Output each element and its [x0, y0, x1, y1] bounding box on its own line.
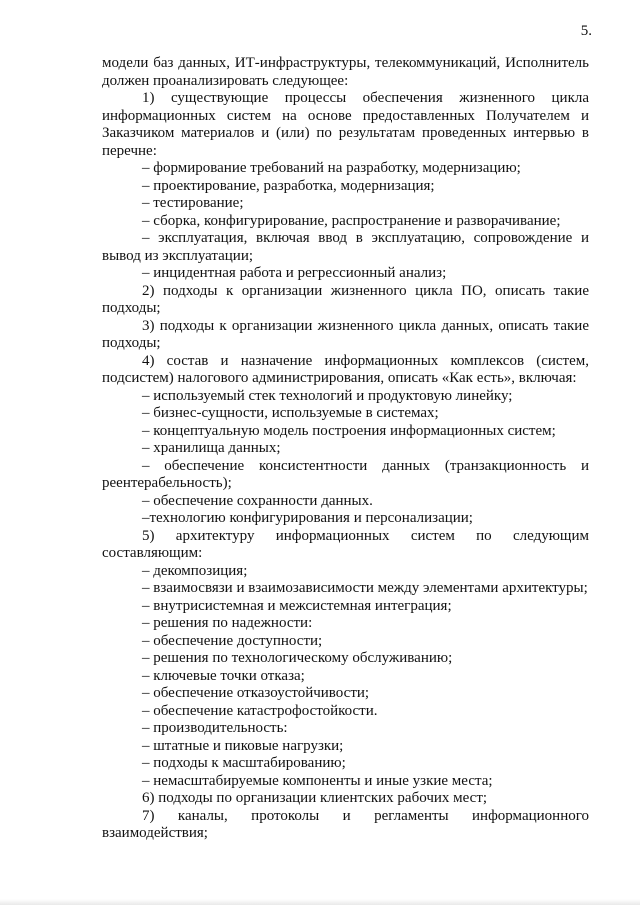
paragraph: – обеспечение отказоустойчивости;: [142, 685, 370, 701]
paragraph: –технологию конфигурирования и персонализации;: [142, 510, 473, 526]
paragraph: – декомпозиция;: [142, 562, 248, 579]
paragraph: – хранилища данных;: [142, 440, 281, 456]
paragraph: – обеспечение сохранности данных.: [142, 492, 373, 509]
paragraph: – бизнес-сущности, используемые в системах;: [142, 405, 439, 421]
paragraph: – тестирование;: [142, 195, 244, 211]
document-body: [102, 55, 589, 843]
paragraph: – сборка, конфигурирование, распространение и разворачивание;: [142, 212, 561, 229]
paragraph: 4) состав и назначение информационных комплексов (систем, подсистем) налогового администрирования, описать «Как есть», включая:: [102, 352, 589, 386]
paragraph: – подходы к масштабированию;: [142, 755, 346, 771]
paragraph: – немасштабируемые компоненты и иные узкие места;: [142, 772, 493, 789]
paragraph: – обеспечение катастрофостойкости.: [142, 702, 378, 719]
paragraph: 7) каналы, протоколы и регламенты информационного взаимодействия;: [102, 807, 589, 841]
paragraph: 5) архитектуру информационных систем по следующим составляющим:: [102, 527, 589, 561]
paragraph: – формирование требований на разработку, модернизацию;: [142, 160, 521, 176]
paragraph: 6) подходы по организации клиентских рабочих мест;: [142, 790, 488, 806]
paragraph: – внутрисистемная и межсистемная интеграция;: [142, 597, 452, 614]
paragraph: – взаимосвязи и взаимозависимости между элементами архитектуры;: [142, 580, 588, 596]
paragraph: модели баз данных, ИТ-инфраструктуры, телекоммуникаций, Исполнитель должен проанализировать следующее:: [102, 55, 589, 89]
paragraph: 3) подходы к организации жизненного цикла данных, описать такие подходы;: [102, 317, 589, 351]
paragraph: 1) существующие процессы обеспечения жизненного цикла информационных систем на основе предоставленных Получателем и Заказчиком материалов и (или) по результатам проведенных интервью в перечне:: [102, 90, 589, 159]
paragraph: – производительность:: [142, 720, 288, 736]
paragraph: – проектирование, разработка, модернизация;: [142, 177, 435, 194]
paragraph: – решения по надежности:: [142, 615, 313, 631]
paragraph: – концептуальную модель построения информационных систем;: [142, 422, 556, 439]
page-bottom-edge: [0, 899, 640, 905]
paragraph: – обеспечение консистентности данных (транзакционность и реентерабельность);: [102, 457, 589, 491]
paragraph: – ключевые точки отказа;: [142, 667, 305, 684]
paragraph: – эксплуатация, включая ввод в эксплуатацию, сопровождение и вывод из эксплуатации;: [102, 230, 589, 264]
paragraph: 2) подходы к организации жизненного цикла ПО, описать такие подходы;: [102, 282, 589, 316]
paragraph: – используемый стек технологий и продуктовую линейку;: [142, 387, 513, 404]
paragraph: – штатные и пиковые нагрузки;: [142, 737, 344, 754]
page-number: 5.: [580, 23, 592, 39]
paragraph: – обеспечение доступности;: [142, 632, 323, 649]
paragraph: – решения по технологическому обслуживанию;: [142, 650, 453, 666]
paragraph: – инцидентная работа и регрессионный анализ;: [142, 265, 447, 281]
